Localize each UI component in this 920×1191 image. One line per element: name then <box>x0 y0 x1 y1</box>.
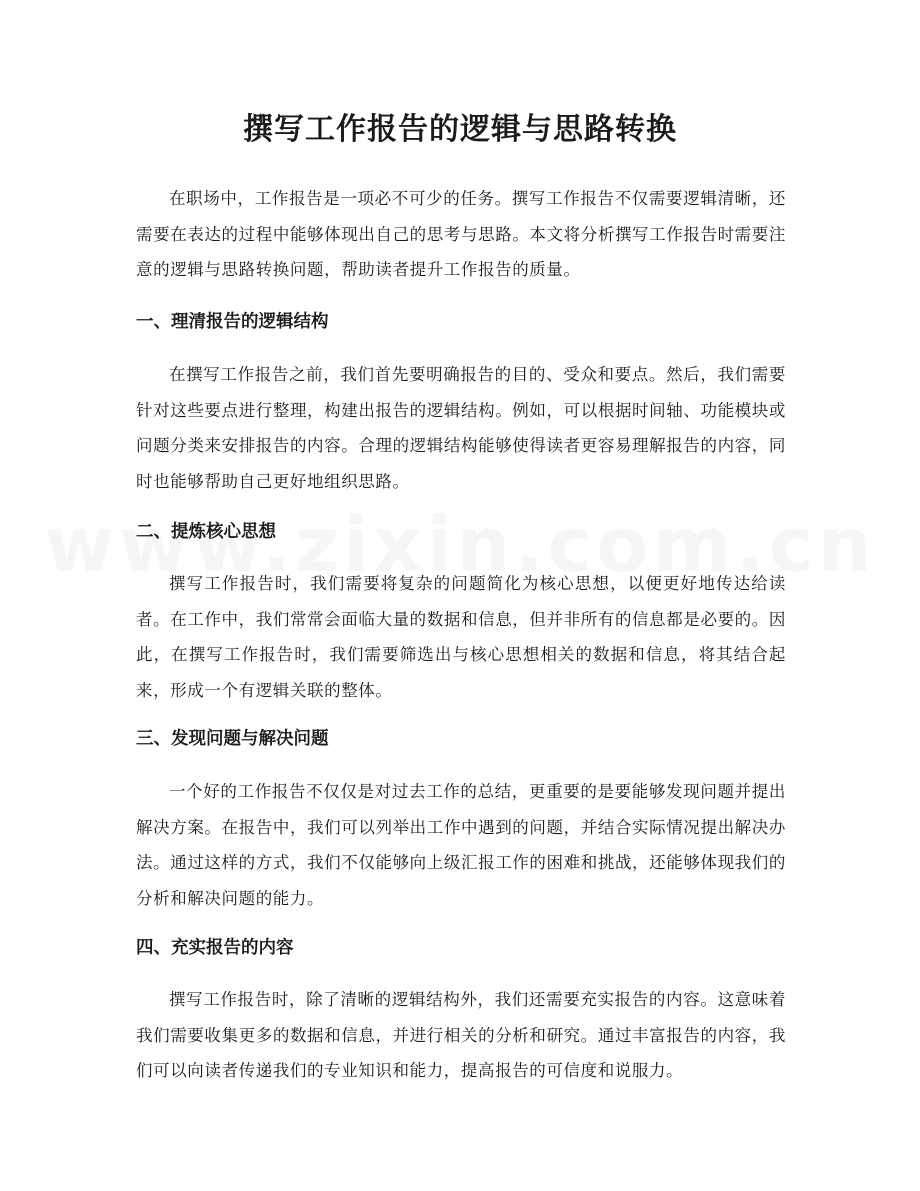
section-heading-3: 三、发现问题与解决问题 <box>136 729 329 749</box>
section-heading-4: 四、充实报告的内容 <box>136 938 294 958</box>
section-body-2: 撰写工作报告时，我们需要将复杂的问题简化为核心思想，以便更好地传达给读者。在工作中，我们常常会面临大量的数据和信息，但并非所有的信息都是必要的。因此，在撰写工作报告时，我们需要筛选出与核心思想相关的数据和信息，将其结合起来，形成一个有逻辑关联的整体。 <box>136 574 786 700</box>
section-heading-2: 二、提炼核心思想 <box>136 522 276 542</box>
section-body-4: 撰写工作报告时，除了清晰的逻辑结构外，我们还需要充实报告的内容。这意味着我们需要收集更多的数据和信息，并进行相关的分析和研究。通过丰富报告的内容，我们可以向读者传递我们的专业知识和能力，提高报告的可信度和说服力。 <box>136 990 786 1080</box>
intro-paragraph: 在职场中，工作报告是一项必不可少的任务。撰写工作报告不仅需要逻辑清晰，还需要在表达的过程中能够体现出自己的思考与思路。本文将分析撰写工作报告时需要注意的逻辑与思路转换问题，帮助读者提升工作报告的质量。 <box>136 189 786 279</box>
section-body-3: 一个好的工作报告不仅仅是对过去工作的总结，更重要的是要能够发现问题并提出解决方案。在报告中，我们可以列举出工作中遇到的问题，并结合实际情况提出解决办法。通过这样的方式，我们不仅能够向上级汇报工作的困难和挑战，还能够体现我们的分析和解决问题的能力。 <box>136 782 786 908</box>
document-title: 撰写工作报告的逻辑与思路转换 <box>243 112 677 147</box>
section-heading-1: 一、理清报告的逻辑结构 <box>136 312 329 332</box>
section-body-1: 在撰写工作报告之前，我们首先要明确报告的目的、受众和要点。然后，我们需要针对这些要点进行整理，构建出报告的逻辑结构。例如，可以根据时间轴、功能模块或问题分类来安排报告的内容。合理的逻辑结构能够使得读者更容易理解报告的内容，同时也能够帮助自己更好地组织思路。 <box>136 365 786 491</box>
